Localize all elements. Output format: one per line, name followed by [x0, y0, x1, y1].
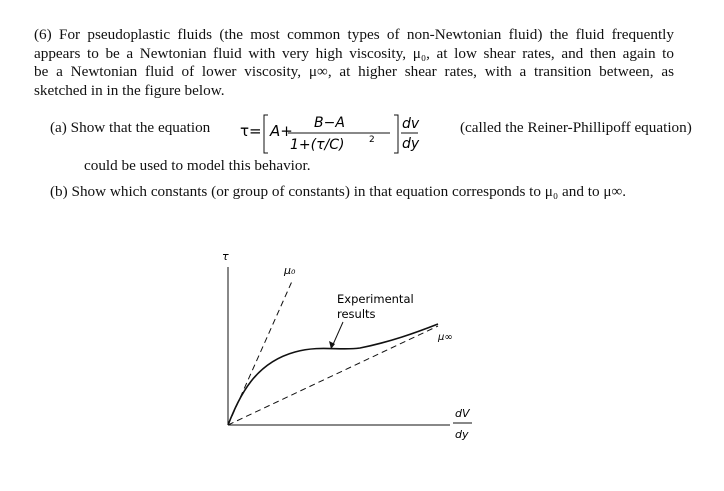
- y-axis-label: τ: [222, 250, 229, 263]
- part-b: (b) Show which constants (or group of constants) in that equation corresponds to μ₀ and to μ∞.: [50, 183, 627, 200]
- part-a: [50, 112, 710, 156]
- part-a-lead: (a) Show that the equation: [50, 119, 211, 136]
- eq-right-bracket: [394, 115, 398, 153]
- x-label-dy: dy: [455, 428, 469, 441]
- shear-stress-figure: [210, 245, 500, 450]
- intro-line-3: be a Newtonian fluid of lower viscosity, μ∞, at higher shear rates, with a transition between, as: [34, 63, 674, 81]
- eq-left-bracket: [264, 115, 268, 153]
- problem-intro: [34, 26, 674, 100]
- eq-exponent: 2: [369, 135, 375, 145]
- mu0-label: μ₀: [284, 264, 296, 277]
- x-label-dv: dV: [455, 407, 470, 420]
- eq-numerator: B−A: [314, 115, 345, 131]
- eq-tau: τ=: [240, 122, 262, 140]
- intro-line-2: appears to be a Newtonian fluid with very high viscosity, μ₀, at low shear rates, and then again to: [34, 44, 674, 62]
- eq-dv: dv: [402, 116, 420, 132]
- eq-dy: dy: [402, 136, 420, 152]
- reiner-phillipoff-equation: [240, 112, 460, 156]
- intro-line-1: (6) For pseudoplastic fluids (the most common types of non-Newtonian fluid) the fluid frequently: [34, 26, 674, 43]
- annotation-experimental: Experimental: [337, 292, 414, 306]
- annotation-results: results: [337, 307, 376, 321]
- eq-a-plus: A+: [270, 122, 293, 140]
- mu-inf-dashed-line: [228, 326, 438, 425]
- part-a-tail: (called the Reiner-Phillipoff equation): [460, 119, 692, 136]
- eq-denominator: 1+(τ/C): [290, 137, 345, 153]
- mu-inf-label: μ∞: [438, 332, 453, 343]
- part-a-continuation: could be used to model this behavior.: [84, 157, 311, 174]
- intro-line-4: sketched in in the figure below.: [34, 81, 225, 99]
